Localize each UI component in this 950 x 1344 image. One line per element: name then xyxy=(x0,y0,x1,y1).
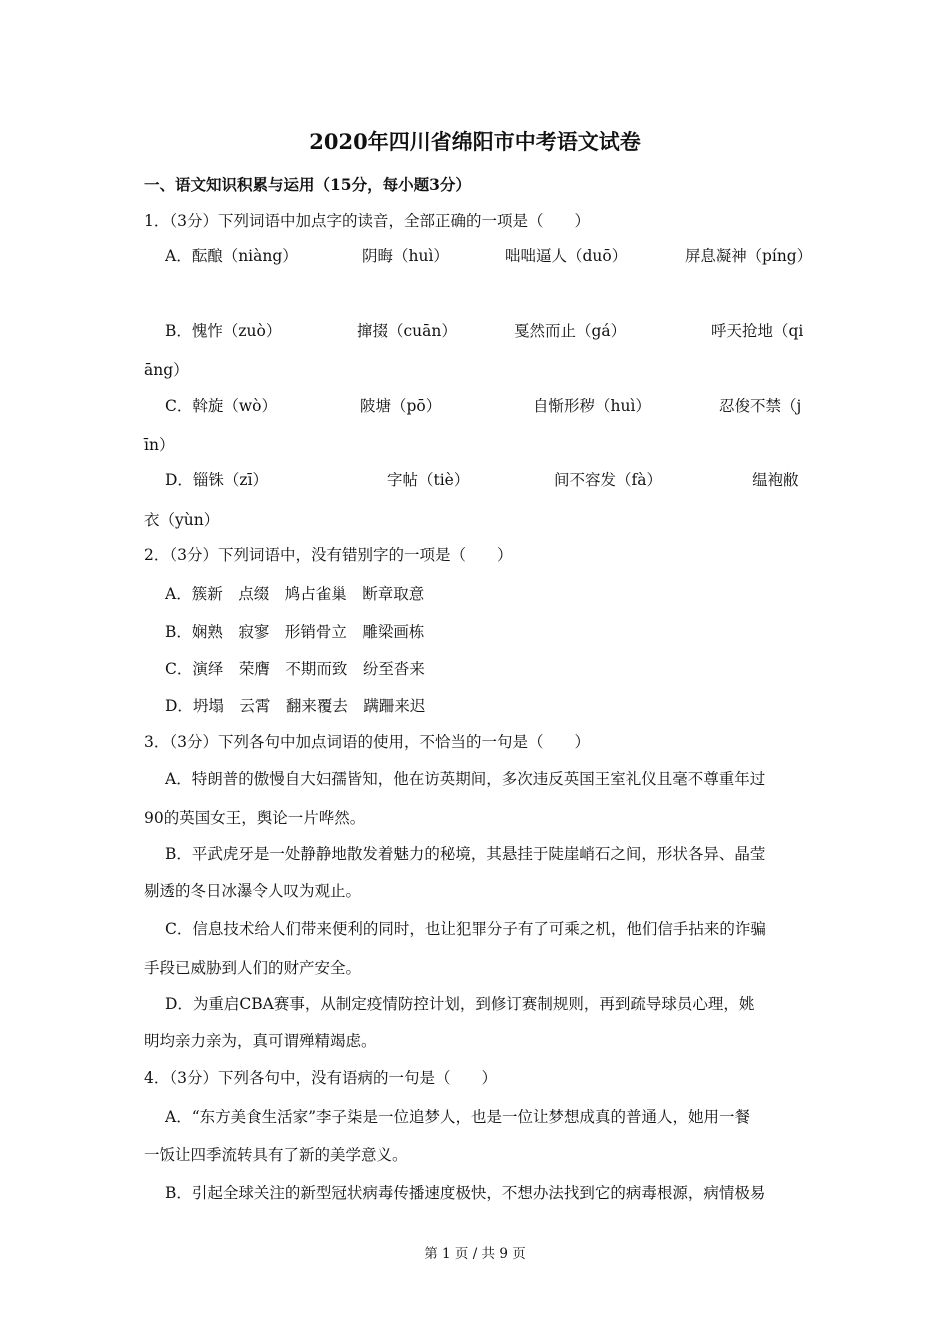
q1-d-term-3: 间不容发（fà） xyxy=(554,471,662,489)
q2-option-b: B．娴熟 寂寥 形销骨立 雕梁画栋 xyxy=(165,623,425,641)
q3-option-c-line-1: C．信息技术给人们带来便利的同时，也让犯罪分子有了可乘之机，他们信手拈来的诈骗 xyxy=(165,920,766,938)
q3-option-d-line-1: D．为重启CBA赛事，从制定疫情防控计划，到修订赛制规则，再到疏导球员心理，姚 xyxy=(165,995,755,1013)
q1-c-term-4: 忍俊不禁（j xyxy=(719,397,802,415)
q1-option-b xyxy=(0,321,950,341)
q3-option-b-line-2: 剔透的冬日冰瀑令人叹为观止。 xyxy=(144,882,362,900)
q3-option-d-line-2: 明均亲力亲为，真可谓殚精竭虑。 xyxy=(144,1032,377,1050)
q1-b-term-1: B．愧怍（zuò） xyxy=(165,322,282,340)
q1-b-term-3: 戛然而止（gá） xyxy=(514,322,627,340)
q1-c-continuation: īn） xyxy=(144,436,175,454)
q1-a-term-4: 屏息凝神（píng） xyxy=(685,247,813,265)
q1-a-term-2: 阴晦（huì） xyxy=(362,247,449,265)
q1-b-term-2: 撺掇（cuān） xyxy=(357,322,457,340)
q2-option-d: D．坍塌 云霄 翻来覆去 蹒跚来迟 xyxy=(165,697,426,715)
section-heading: 一、语文知识积累与运用（15分，每小题3分） xyxy=(144,175,471,194)
q1-option-c xyxy=(0,396,950,416)
q4-option-a-line-2: 一饭让四季流转具有了新的美学意义。 xyxy=(144,1146,408,1164)
q1-option-a xyxy=(0,246,950,266)
q1-a-term-1: A．酝酿（niàng） xyxy=(165,247,298,265)
q4-option-b-line-1: B．引起全球关注的新型冠状病毒传播速度极快，不想办法找到它的病毒根源，病情极易 xyxy=(165,1184,766,1202)
q2-option-c: C．演绎 荣膺 不期而致 纷至沓来 xyxy=(165,660,425,678)
q3-option-a-line-2: 90的英国女王，舆论一片哗然。 xyxy=(144,809,366,827)
q2-stem: 2．（3分）下列词语中，没有错别字的一项是（ ） xyxy=(144,546,513,564)
q1-stem: 1．（3分）下列词语中加点字的读音，全部正确的一项是（ ） xyxy=(144,212,590,230)
q1-c-term-1: C．斡旋（wò） xyxy=(165,397,277,415)
q1-b-continuation: āng） xyxy=(144,361,189,379)
q3-option-b-line-1: B．平武虎牙是一处静静地散发着魅力的秘境，其悬挂于陡崖峭石之间，形状各异、晶莹 xyxy=(165,845,766,863)
q4-option-a-line-1: A．“东方美食生活家”李子柒是一位追梦人，也是一位让梦想成真的普通人，她用一餐 xyxy=(165,1108,751,1126)
q1-option-d xyxy=(0,470,950,490)
q1-d-term-2: 字帖（tiè） xyxy=(387,471,470,489)
q1-a-term-3: 咄咄逼人（duō） xyxy=(505,247,628,265)
page-footer: 第 1 页 / 共 9 页 xyxy=(424,1246,526,1262)
q3-option-a-line-1: A．特朗普的傲慢自大妇孺皆知，他在访英期间，多次违反英国王室礼仪且毫不尊重年过 xyxy=(165,770,766,788)
q3-stem: 3．（3分）下列各句中加点词语的使用，不恰当的一句是（ ） xyxy=(144,733,590,751)
q3-option-c-line-2: 手段已威胁到人们的财产安全。 xyxy=(144,959,362,977)
q1-d-term-4: 缊袍敝 xyxy=(752,471,799,489)
q2-option-a: A．簇新 点缀 鸠占雀巢 断章取意 xyxy=(165,585,425,603)
q1-c-term-3: 自惭形秽（huì） xyxy=(533,397,651,415)
q1-d-continuation: 衣（yùn） xyxy=(144,511,220,529)
q1-d-term-1: D．锱铢（zī） xyxy=(165,471,269,489)
exam-title: 2020年四川省绵阳市中考语文试卷 xyxy=(309,129,641,154)
q1-c-term-2: 陂塘（pō） xyxy=(360,397,442,415)
q4-stem: 4．（3分）下列各句中，没有语病的一句是（ ） xyxy=(144,1069,497,1087)
q1-b-term-4: 呼天抢地（qi xyxy=(711,322,804,340)
